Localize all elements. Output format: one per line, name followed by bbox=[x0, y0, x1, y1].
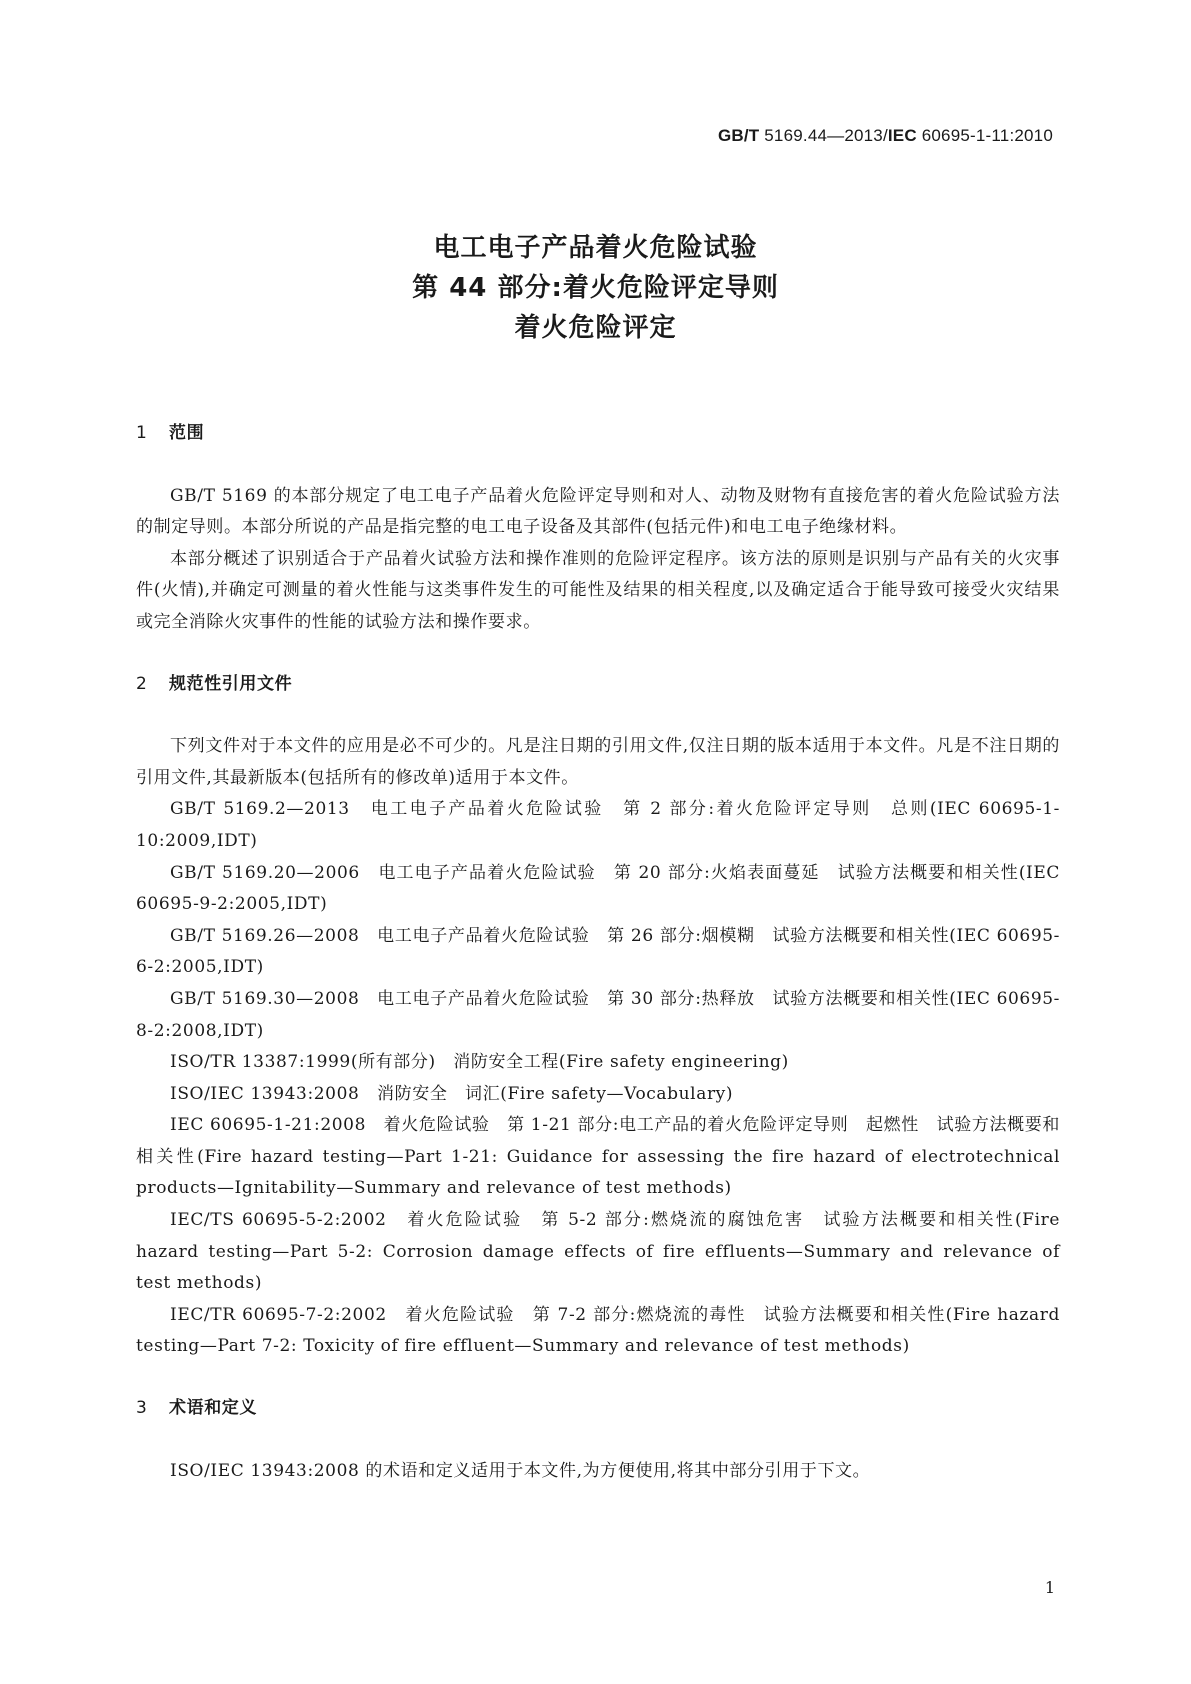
document-title bbox=[0, 228, 1191, 348]
paragraph: 下列文件对于本文件的应用是必不可少的。凡是注日期的引用文件,仅注日期的版本适用于本文件。凡是不注日期的引用文件,其最新版本(包括所有的修改单)适用于本文件。 bbox=[136, 736, 1060, 788]
title-line-3: 着火危险评定 bbox=[514, 313, 677, 343]
reference-item: GB/T 5169.2—2013 电工电子产品着火危险试验 第 2 部分:着火危险评定导则 总则(IEC 60695-1-10:2009,IDT) bbox=[136, 799, 1060, 851]
document-body bbox=[136, 418, 1060, 1487]
code-number: 5169.44—2013/ bbox=[759, 126, 888, 145]
paragraph: ISO/IEC 13943:2008 的术语和定义适用于本文件,为方便使用,将其中部分引用于下文。 bbox=[170, 1460, 871, 1481]
title-line-2: 第 44 部分:着火危险评定导则 bbox=[412, 273, 779, 303]
section-3-heading bbox=[136, 1393, 1060, 1425]
section-number: 2 bbox=[136, 673, 148, 694]
reference-item: IEC 60695-1-21:2008 着火危险试验 第 1-21 部分:电工产品的着火危险评定导则 起燃性 试验方法概要和相关性(Fire hazard testing—Part 1-21: Guidance for assessing the fire hazard of electrotechnical products—Ignitability—Summary and relevance of test methods) bbox=[136, 1115, 1060, 1199]
standard-code bbox=[718, 126, 1053, 146]
section-title: 范围 bbox=[169, 423, 205, 443]
code-iec: IEC bbox=[887, 126, 917, 145]
reference-item: IEC/TS 60695-5-2:2002 着火危险试验 第 5-2 部分:燃烧流的腐蚀危害 试验方法概要和相关性(Fire hazard testing—Part 5-2: Corrosion damage effects of fire effluents—Summary and relevance of test methods) bbox=[136, 1210, 1060, 1294]
title-line-1: 电工电子产品着火危险试验 bbox=[433, 233, 758, 263]
section-number: 3 bbox=[136, 1398, 148, 1419]
reference-item: ISO/TR 13387:1999(所有部分) 消防安全工程(Fire safety engineering) bbox=[170, 1052, 789, 1073]
code-prefix: GB/T bbox=[717, 126, 760, 145]
reference-item: IEC/TR 60695-7-2:2002 着火危险试验 第 7-2 部分:燃烧流的毒性 试验方法概要和相关性(Fire hazard testing—Part 7-2: Toxicity of fire effluent—Summary and relevance of test methods) bbox=[136, 1304, 1060, 1357]
page-number: 1 bbox=[1044, 1578, 1055, 1597]
reference-item: GB/T 5169.26—2008 电工电子产品着火危险试验 第 26 部分:烟模糊 试验方法概要和相关性(IEC 60695-6-2:2005,IDT) bbox=[136, 925, 1060, 978]
section-number: 1 bbox=[136, 423, 148, 443]
section-title: 术语和定义 bbox=[169, 1398, 257, 1419]
section-1-heading bbox=[136, 418, 1060, 450]
section-title: 规范性引用文件 bbox=[169, 673, 293, 694]
reference-item: GB/T 5169.20—2006 电工电子产品着火危险试验 第 20 部分:火焰表面蔓延 试验方法概要和相关性(IEC 60695-9-2:2005,IDT) bbox=[136, 862, 1060, 915]
paragraph: GB/T 5169 的本部分规定了电工电子产品着火危险评定导则和对人、动物及财物有直接危害的着火危险试验方法的制定导则。本部分所说的产品是指完整的电工电子设备及其部件(包括元件)和电工电子绝缘材料。 bbox=[136, 485, 1060, 538]
paragraph: 本部分概述了识别适合于产品着火试验方法和操作准则的危险评定程序。该方法的原则是识别与产品有关的火灾事件(火情),并确定可测量的着火性能与这类事件发生的可能性及结果的相关程度,以及确定适合于能导致可接受火灾结果或完全消除火灾事件的性能的试验方法和操作要求。 bbox=[136, 548, 1060, 632]
reference-item: GB/T 5169.30—2008 电工电子产品着火危险试验 第 30 部分:热释放 试验方法概要和相关性(IEC 60695-8-2:2008,IDT) bbox=[136, 988, 1060, 1041]
section-2-heading bbox=[136, 669, 1060, 701]
code-suffix: 60695-1-11:2010 bbox=[916, 126, 1053, 145]
reference-item: ISO/IEC 13943:2008 消防安全 词汇(Fire safety—Vocabulary) bbox=[170, 1083, 734, 1104]
